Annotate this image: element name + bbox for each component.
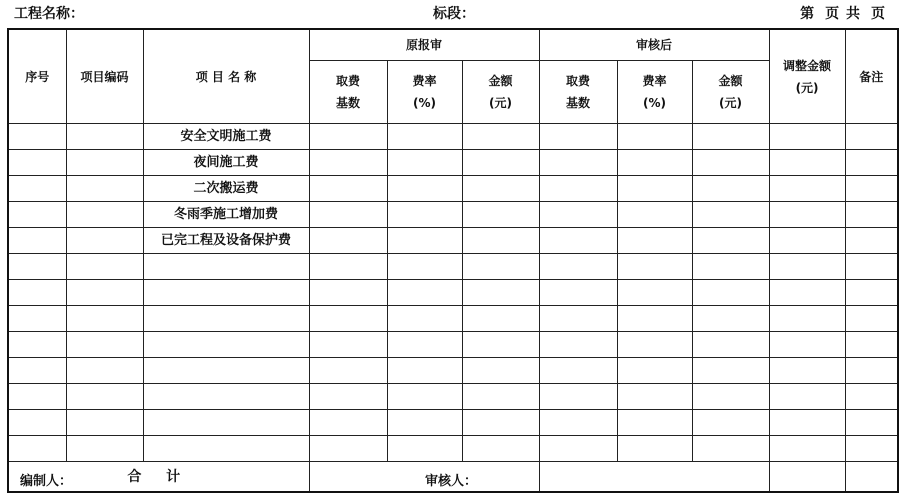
table-cell (387, 280, 462, 306)
page-suffix: 页 (871, 6, 886, 22)
table-cell (8, 384, 66, 410)
table-cell (539, 202, 617, 228)
table-cell (387, 228, 462, 254)
table-cell (539, 124, 617, 150)
table-cell (617, 228, 692, 254)
table-cell (309, 410, 387, 436)
header-orig-amount: 金额 (元) (462, 61, 539, 124)
table-cell (769, 306, 845, 332)
table-cell (309, 384, 387, 410)
table-row (8, 176, 898, 202)
reviewed-by-label: 审核人： (425, 474, 478, 489)
table-cell (8, 332, 66, 358)
item-name-cell: 二次搬运费 (143, 176, 309, 202)
table-cell (387, 410, 462, 436)
total-label-cell: 合 计 (8, 462, 309, 493)
table-cell (617, 280, 692, 306)
table-cell (845, 254, 898, 280)
table-cell (462, 358, 539, 384)
table-cell (387, 436, 462, 462)
table-cell (8, 124, 66, 150)
table-cell (462, 254, 539, 280)
table-cell (539, 306, 617, 332)
table-cell (462, 150, 539, 176)
total-audited-cell (539, 462, 769, 493)
table-cell (769, 124, 845, 150)
table-row (8, 202, 898, 228)
table-cell (66, 176, 143, 202)
table-cell (66, 410, 143, 436)
table-cell (617, 384, 692, 410)
table-cell (845, 332, 898, 358)
table-cell (539, 176, 617, 202)
header-orig-rate: 费率 (%) (387, 61, 462, 124)
table-cell (769, 150, 845, 176)
table-cell (692, 254, 769, 280)
table-cell (539, 150, 617, 176)
table-cell (692, 384, 769, 410)
table-row (8, 280, 898, 306)
item-name-cell: 冬雨季施工增加费 (143, 202, 309, 228)
table-cell (845, 150, 898, 176)
table-cell (845, 124, 898, 150)
header-code: 项目编码 (66, 29, 143, 124)
table-cell (692, 202, 769, 228)
table-cell (66, 306, 143, 332)
table-row (8, 254, 898, 280)
item-name-cell (143, 436, 309, 462)
table-cell (309, 228, 387, 254)
table-row (8, 384, 898, 410)
table-cell (769, 280, 845, 306)
header-aud-rate: 费率 (%) (617, 61, 692, 124)
table-cell (769, 358, 845, 384)
table-cell (66, 150, 143, 176)
project-name-label: 工程名称： (14, 6, 84, 22)
table-cell (845, 358, 898, 384)
table-cell (539, 358, 617, 384)
header-name: 项 目 名 称 (143, 29, 309, 124)
table-cell (8, 176, 66, 202)
table-cell (845, 228, 898, 254)
table-cell (617, 358, 692, 384)
table-cell (617, 202, 692, 228)
table-cell (617, 436, 692, 462)
table-row (8, 150, 898, 176)
table-cell (8, 306, 66, 332)
table-cell (462, 436, 539, 462)
table-cell (309, 306, 387, 332)
table-cell (692, 124, 769, 150)
table-cell (309, 202, 387, 228)
table-cell (617, 150, 692, 176)
table-cell (692, 436, 769, 462)
header-aud-base: 取费 基数 (539, 61, 617, 124)
item-name-cell (143, 410, 309, 436)
table-cell (462, 202, 539, 228)
table-cell (8, 358, 66, 384)
table-row (8, 306, 898, 332)
table-row (8, 228, 898, 254)
table-cell (539, 280, 617, 306)
table-cell (617, 176, 692, 202)
table-cell (462, 384, 539, 410)
table-cell (8, 410, 66, 436)
header-adjust-amount (769, 29, 845, 124)
header-original: 原报审 (309, 29, 539, 61)
table-cell (617, 306, 692, 332)
table-cell (309, 280, 387, 306)
table-cell (66, 358, 143, 384)
table-cell (845, 306, 898, 332)
table-cell (387, 202, 462, 228)
table-cell (8, 436, 66, 462)
item-name-cell (143, 384, 309, 410)
table-cell (387, 306, 462, 332)
page-indicator (800, 3, 886, 23)
table-cell (66, 280, 143, 306)
header-remark: 备注 (845, 29, 898, 124)
table-cell (617, 124, 692, 150)
header-orig-base: 取费 基数 (309, 61, 387, 124)
table-cell (8, 254, 66, 280)
table-cell (66, 202, 143, 228)
table-cell (387, 332, 462, 358)
item-name-cell: 夜间施工费 (143, 150, 309, 176)
table-cell (617, 254, 692, 280)
table-cell (66, 124, 143, 150)
header-audited: 审核后 (539, 29, 769, 61)
prepared-by-label: 编制人： (20, 474, 73, 489)
table-row (8, 410, 898, 436)
adjust-line2: (元) (795, 80, 819, 95)
table-cell (617, 410, 692, 436)
table-cell (309, 436, 387, 462)
table-cell (309, 358, 387, 384)
table-cell (692, 176, 769, 202)
table-row (8, 436, 898, 462)
table-cell (462, 124, 539, 150)
table-cell (387, 358, 462, 384)
table-cell (845, 384, 898, 410)
table-cell (387, 254, 462, 280)
table-row (8, 358, 898, 384)
table-cell (769, 228, 845, 254)
item-name-cell (143, 280, 309, 306)
table-cell (309, 124, 387, 150)
table-cell (769, 384, 845, 410)
table-cell (692, 332, 769, 358)
item-name-cell (143, 358, 309, 384)
table-cell (462, 280, 539, 306)
table-cell (539, 410, 617, 436)
table-cell (66, 332, 143, 358)
table-cell (845, 176, 898, 202)
table-cell (8, 228, 66, 254)
table-cell (66, 228, 143, 254)
item-name-cell: 已完工程及设备保护费 (143, 228, 309, 254)
fee-audit-table (7, 28, 899, 493)
table-cell (692, 228, 769, 254)
page-prefix: 第 (800, 6, 816, 22)
table-cell (66, 254, 143, 280)
table-cell (462, 176, 539, 202)
table-cell (845, 410, 898, 436)
table-cell (692, 410, 769, 436)
table-cell (769, 254, 845, 280)
table-cell (845, 436, 898, 462)
table-row (8, 332, 898, 358)
table-cell (309, 176, 387, 202)
page-mid: 页 共 (825, 6, 861, 22)
item-name-cell (143, 254, 309, 280)
table-cell (845, 202, 898, 228)
table-cell (539, 254, 617, 280)
table-cell (387, 384, 462, 410)
total-adjust-cell (769, 462, 845, 493)
adjust-line1: 调整金额 (783, 58, 832, 73)
table-cell (387, 176, 462, 202)
item-name-cell (143, 332, 309, 358)
table-cell (462, 306, 539, 332)
table-cell (539, 384, 617, 410)
table-cell (539, 436, 617, 462)
table-cell (387, 124, 462, 150)
table-cell (387, 150, 462, 176)
total-remark-cell (845, 462, 898, 493)
table-cell (462, 332, 539, 358)
table-cell (692, 150, 769, 176)
table-cell (769, 176, 845, 202)
header-seq: 序号 (8, 29, 66, 124)
table-cell (66, 384, 143, 410)
section-label: 标段： (433, 6, 475, 22)
table-cell (692, 306, 769, 332)
header-aud-amount: 金额 (元) (692, 61, 769, 124)
table-cell (539, 332, 617, 358)
table-cell (8, 150, 66, 176)
table-cell (769, 436, 845, 462)
table-cell (8, 280, 66, 306)
table-cell (539, 228, 617, 254)
table-cell (8, 202, 66, 228)
item-name-cell (143, 306, 309, 332)
table-cell (692, 358, 769, 384)
table-cell (309, 254, 387, 280)
table-cell (462, 228, 539, 254)
table-cell (66, 436, 143, 462)
table-cell (769, 410, 845, 436)
table-row (8, 124, 898, 150)
table-cell (769, 332, 845, 358)
table-cell (309, 332, 387, 358)
table-cell (845, 280, 898, 306)
table-cell (309, 150, 387, 176)
table-cell (769, 202, 845, 228)
table-cell (617, 332, 692, 358)
item-name-cell: 安全文明施工费 (143, 124, 309, 150)
table-cell (462, 410, 539, 436)
table-cell (692, 280, 769, 306)
